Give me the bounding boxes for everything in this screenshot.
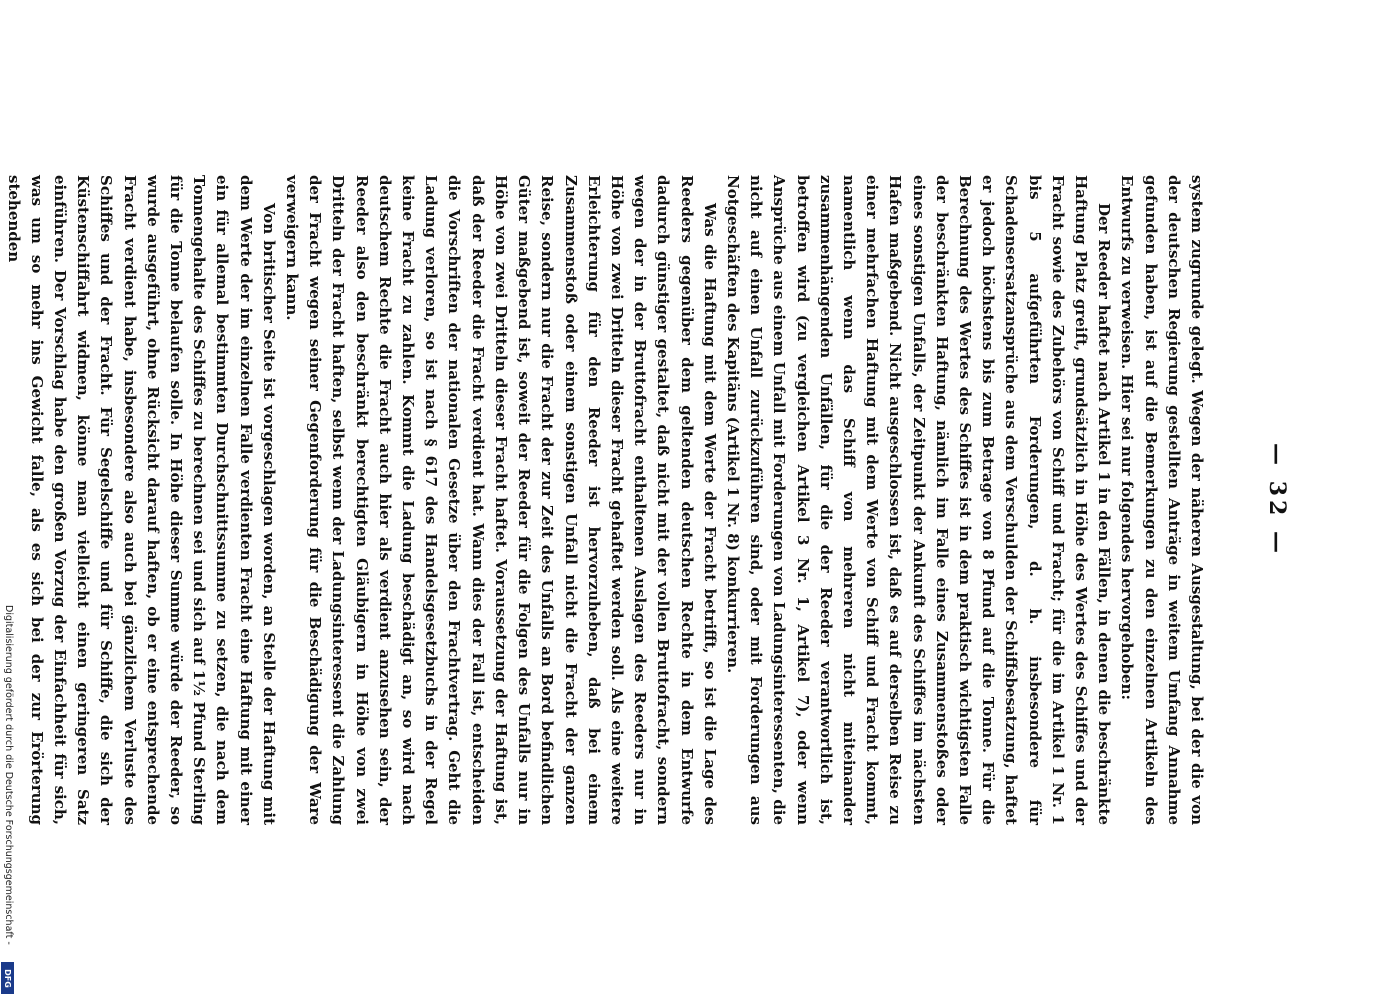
- funding-credit-strip: [0, 0, 16, 1000]
- page-body: [1, 175, 1208, 825]
- paragraph: Was die Haftung mit dem Werte der Fracht betrifft, so ist die Lage des Reeders gegenüber dem geltenden deutschen Rechte in dem Entwurfe dadurch günstiger gestaltet, daß nicht mit der vollen Bruttofracht, sondern wegen der in der Bruttofracht enthaltenen Auslagen des Reeders nur in Höhe von zwei Dritteln dieser Fracht gehaftet werden soll. Als eine weitere Erleichterung für den Reeder ist hervorzuheben, daß bei einem Zusammenstoß oder einem sonstigen Unfall nicht die Fracht der ganzen Reise, sondern nur die Fracht der zur Zeit des Unfalls an Bord befindlichen Güter maßgebend ist, soweit der Reeder für die Folgen des Unfalls nur in Höhe von zwei Dritteln dieser Fracht haftet. Voraussetzung der Haftung ist, daß der Reeder die Fracht verdient hat. Wann dies der Fall ist, entscheiden die Vorschriften der nationalen Gesetze über den Frachtvertrag. Geht die Ladung verloren, so ist nach § 617 des Handelsgesetzbuchs in der Regel keine Fracht zu zahlen. Kommt die Ladung beschädigt an, so wird nach deutschem Rechte die Fracht auch hier als verdient anzusehen sein, der Reeder also den beschränkt berechtigten Gläubigern in Höhe von zwei Dritteln der Fracht haften, selbst wenn der Ladungsinteressent die Zahlung der Fracht wegen seiner Gegenforderung für die Beschädigung der Ware verweigern kann.: [283, 175, 719, 825]
- funding-credit-text: Digitalisierung gefördert durch die Deutsche Forschungsgemeinschaft -: [3, 605, 14, 945]
- paragraph: Von britischer Seite ist vorgeschlagen worden, an Stelle der Haftung mit dem Werte der im einzelnen Falle verdienten Fracht eine Haftung mit einer ein für allemal bestimmten Durchschnittssumme zu setzen, die nach dem Tonnengehalte des Schiffes zu berechnen sei und sich auf 1½ Pfund Sterling für die Tonne belaufen solle. In Höhe dieser Summe würde der Reeder, so wurde ausgeführt, ohne Rücksicht darauf haften, ob er eine entsprechende Fracht verdient habe, insbesondere also auch bei gänzlichem Verluste des Schiffes und der Fracht. Für Segelschiffe und für Schiffe, die sich der Küstenschiffahrt widmen, könne man vielleicht einen geringeren Satz einführen. Der Vorschlag habe den großen Vorzug der Einfachheit für sich, was um so mehr ins Gewicht falle, als es sich bei der zur Erörterung stehenden: [4, 175, 278, 825]
- dfg-logo-text: DFG: [3, 968, 13, 988]
- paragraph: Der Reeder haftet nach Artikel 1 in den Fällen, in denen die beschränkte Haftung Platz greift, grundsätzlich in Höhe des Wertes des Schiffes und der Fracht sowie des Zubehörs von Schiff und Fracht; für die im Artikel 1 Nr. 1 bis 5 aufgeführten Forderungen, d. h. insbesondere für Schadensersatzansprüche aus dem Verschulden der Schiffsbesatzung, haftet er jedoch höchstens bis zum Betrage von 8 Pfund auf die Tonne. Für die Berechnung des Wertes des Schiffes ist in dem praktisch wichtigsten Falle der beschränkten Haftung, nämlich im Falle eines Zusammenstoßes oder eines sonstigen Unfalls, der Zeitpunkt der Ankunft des Schiffes im nächsten Hafen maßgebend. Nicht ausgeschlossen ist, daß es auf derselben Reise zu einer mehrfachen Haftung mit dem Werte von Schiff und Fracht kommt, namentlich wenn das Schiff von mehreren nicht miteinander zusammenhängenden Unfällen, für die der Reeder verantwortlich ist, betroffen wird (zu vergleichen Artikel 3 Nr. 1, Artikel 7), oder wenn Ansprüche aus einem Unfall mit Forderungen von Ladungsinteressenten, die nicht auf einen Unfall zurückzuführen sind, oder mit Forderungen aus Notgeschäften des Kapitäns (Artikel 1 Nr. 8) konkurrieren.: [723, 175, 1114, 825]
- page-number: — 32 —: [1264, 443, 1290, 557]
- dfg-logo-icon: [1, 962, 14, 994]
- paragraph: system zugrunde gelegt. Wegen der näheren Ausgestaltung, bei der die von der deutschen Regierung gestellten Anträge in weitem Umfang Annahme gefunden haben, ist auf die Bemerkungen zu den einzelnen Artikeln des Entwurfs zu verweisen. Hier sei nur folgendes hervorgehoben:: [1118, 175, 1206, 825]
